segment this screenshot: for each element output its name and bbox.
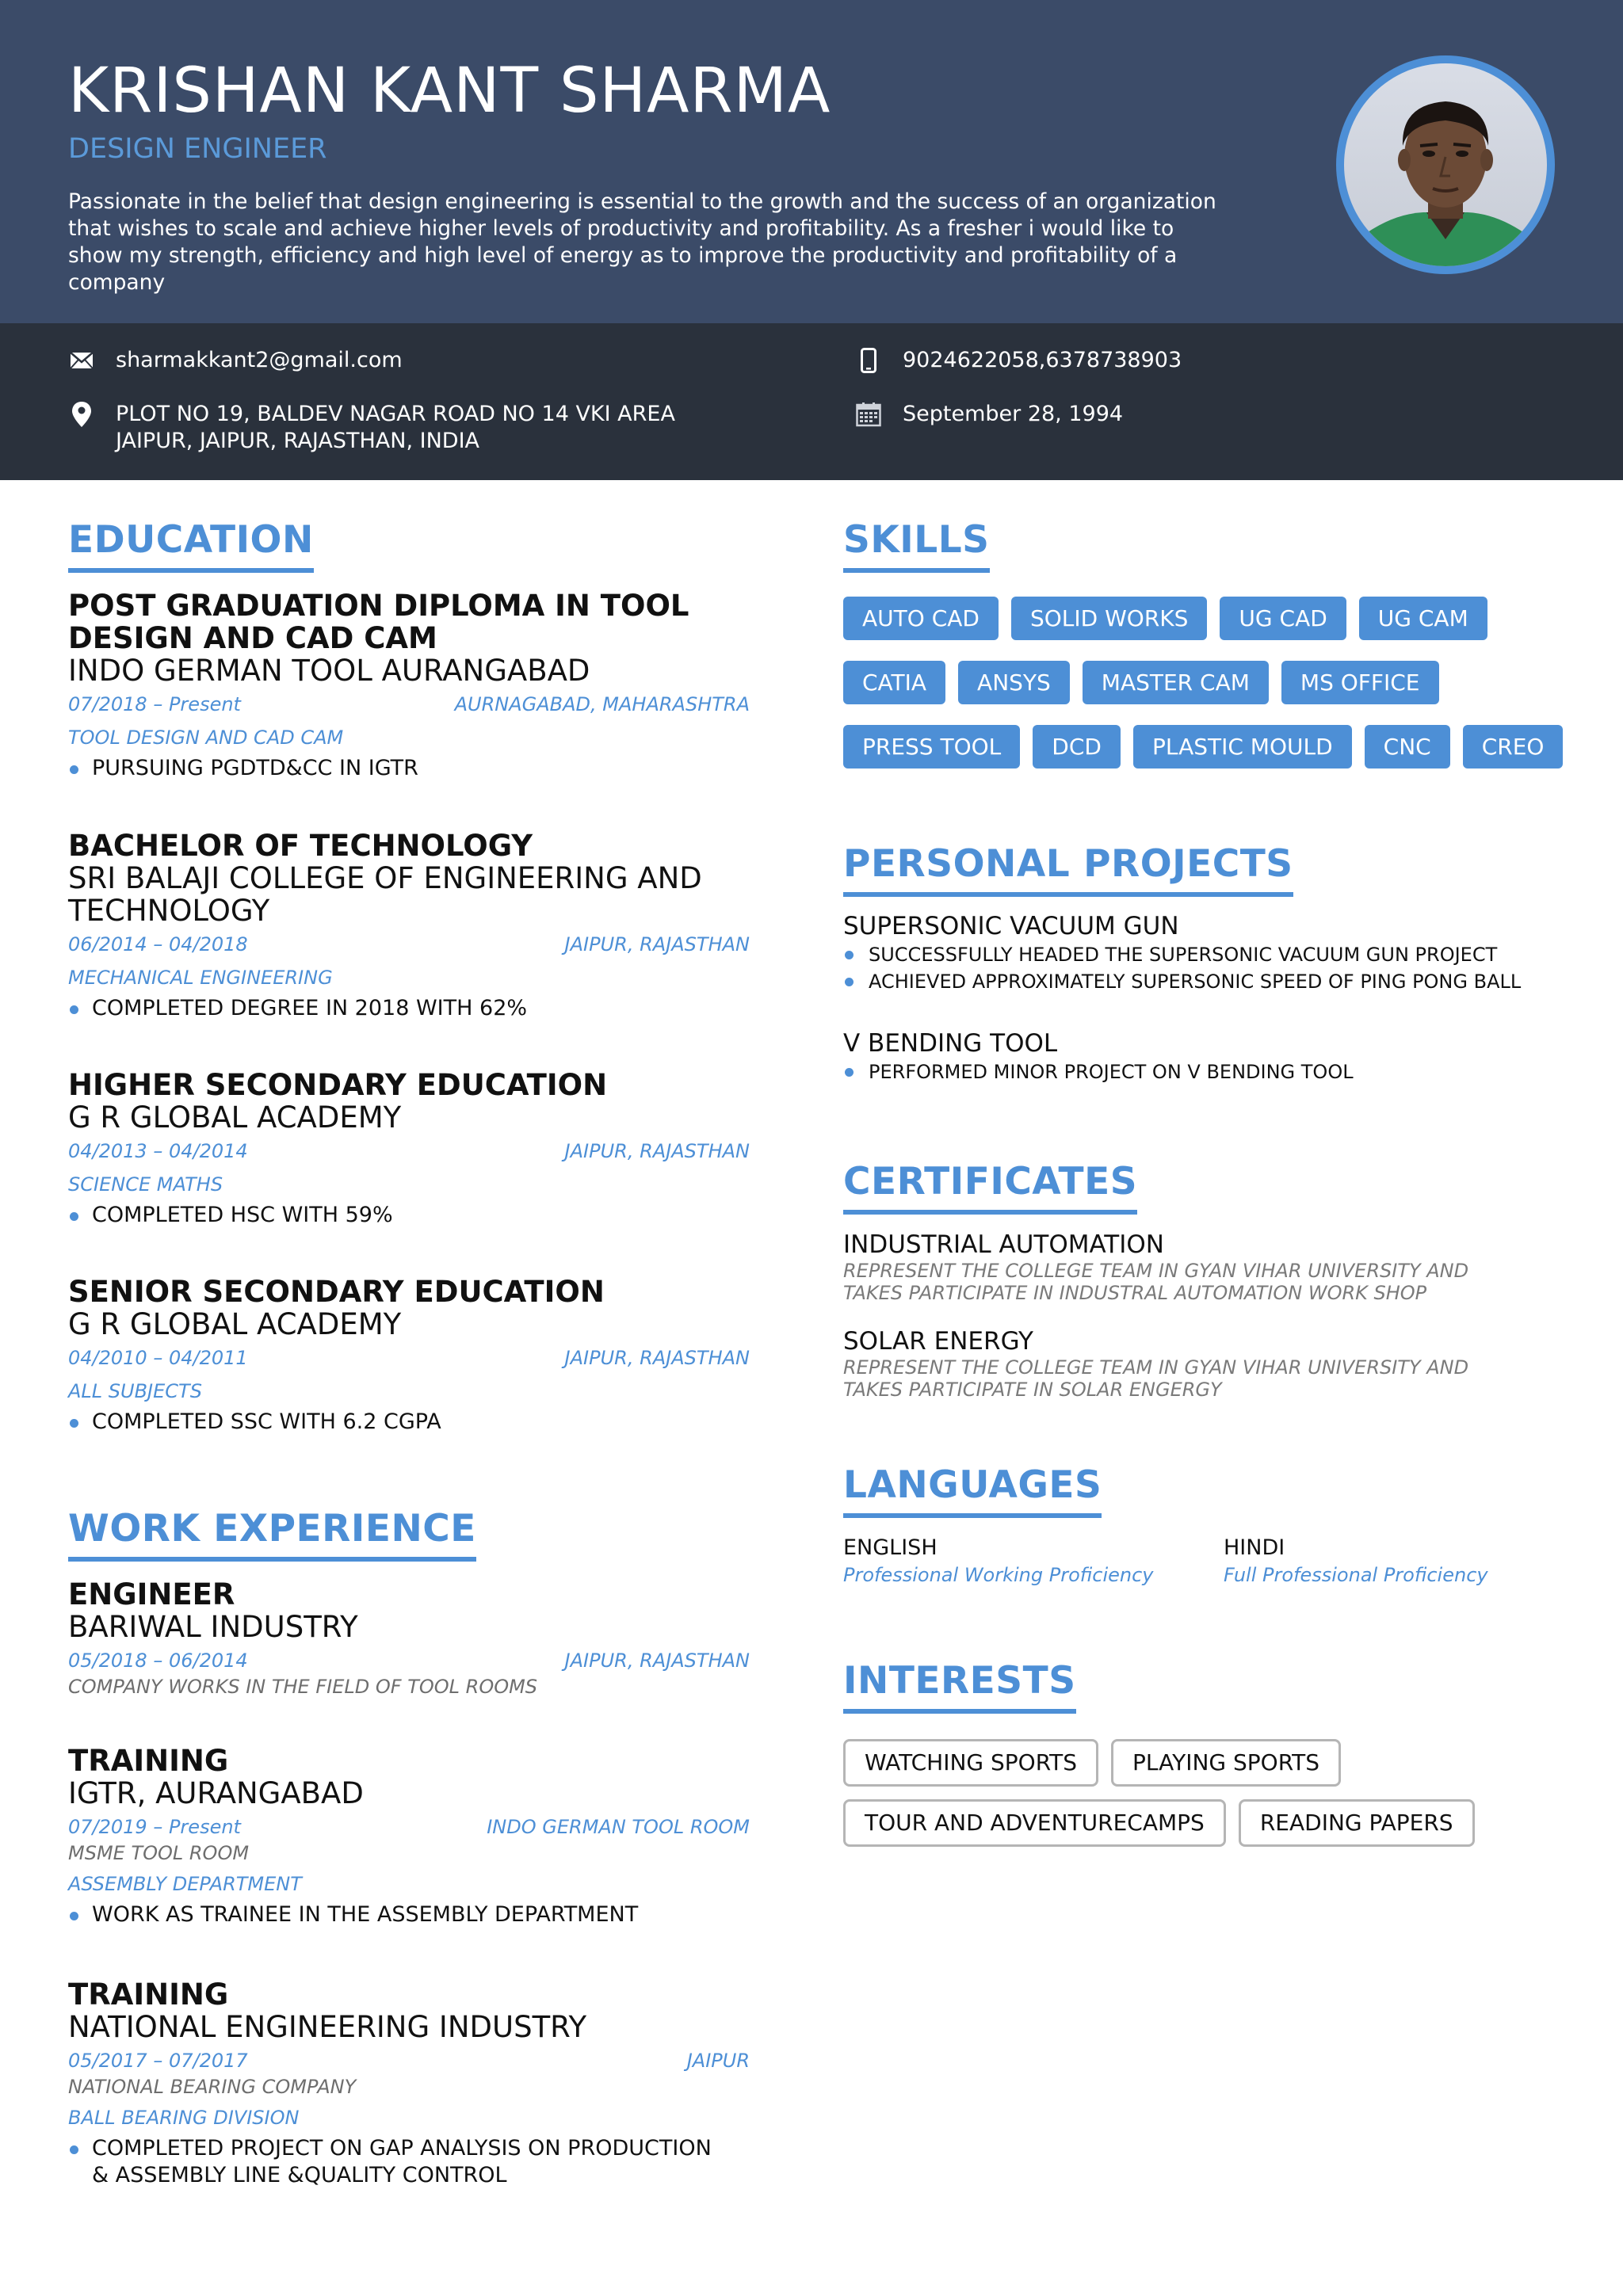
language-level: Full Professional Proficiency bbox=[1224, 1564, 1488, 1586]
envelope-icon bbox=[68, 347, 95, 374]
language-name: HINDI bbox=[1224, 1535, 1285, 1560]
project-bullet: ACHIEVED APPROXIMATELY SUPERSONIC SPEED OF PING PONG BALL bbox=[843, 968, 1556, 995]
job-position: TRAINING bbox=[68, 1978, 229, 2012]
degree-title: HIGHER SECONDARY EDUCATION bbox=[68, 1068, 608, 1102]
company-description: MSME TOOL ROOM bbox=[68, 1842, 250, 1864]
candidate-name: KRISHAN KANT SHARMA bbox=[68, 55, 831, 127]
project-entry bbox=[843, 911, 1556, 995]
certificate-name: INDUSTRIAL AUTOMATION bbox=[843, 1230, 1164, 1259]
education-note: COMPLETED SSC WITH 6.2 CGPA bbox=[68, 1409, 750, 1436]
skill-tag: DCD bbox=[1033, 725, 1121, 769]
education-dates: 07/2018 – Present bbox=[68, 693, 241, 715]
language-level: Professional Working Proficiency bbox=[843, 1564, 1154, 1586]
certificate-description: REPRESENT THE COLLEGE TEAM IN GYAN VIHAR UNIVERSITY AND TAKES PARTICIPATE IN SOLAR ENGERGY bbox=[843, 1356, 1469, 1401]
language-entry bbox=[1224, 1534, 1488, 1588]
project-entry bbox=[843, 1028, 1556, 1085]
company-description: NATIONAL BEARING COMPANY bbox=[68, 2076, 357, 2098]
mobile-phone-icon bbox=[855, 347, 882, 374]
dob-text: September 28, 1994 bbox=[903, 402, 1124, 426]
education-entry bbox=[68, 589, 750, 782]
work-location: JAIPUR, RAJASTHAN bbox=[564, 1650, 750, 1672]
school-name: SRI BALAJI COLLEGE OF ENGINEERING AND TECHNOLOGY bbox=[68, 861, 702, 928]
interest-tag: WATCHING SPORTS bbox=[843, 1739, 1098, 1787]
skill-tag: CREO bbox=[1463, 725, 1564, 769]
work-entry bbox=[68, 1745, 750, 1928]
company-description: COMPANY WORKS IN THE FIELD OF TOOL ROOMS bbox=[68, 1676, 538, 1698]
certificate-entry bbox=[843, 1326, 1556, 1401]
skills-list bbox=[843, 597, 1556, 789]
education-entry bbox=[68, 830, 750, 1022]
skill-tag: PLASTIC MOULD bbox=[1133, 725, 1352, 769]
interests-list bbox=[843, 1739, 1556, 1867]
email-text: sharmakkant2@gmail.com bbox=[116, 348, 403, 372]
work-department: BALL BEARING DIVISION bbox=[68, 2107, 300, 2129]
education-dates: 04/2013 – 04/2014 bbox=[68, 1140, 248, 1162]
work-entry bbox=[68, 1978, 750, 2189]
education-note: PURSUING PGDTD&CC IN IGTR bbox=[68, 755, 750, 782]
education-location: JAIPUR, RAJASTHAN bbox=[564, 933, 750, 955]
resume-header bbox=[0, 0, 1623, 323]
school-name: G R GLOBAL ACADEMY bbox=[68, 1307, 402, 1341]
work-dates: 05/2018 – 06/2014 bbox=[68, 1650, 248, 1672]
education-field: MECHANICAL ENGINEERING bbox=[68, 967, 333, 989]
work-department: ASSEMBLY DEPARTMENT bbox=[68, 1873, 302, 1895]
skill-tag: AUTO CAD bbox=[843, 597, 999, 640]
school-name: INDO GERMAN TOOL AURANGABAD bbox=[68, 654, 590, 688]
profile-summary: Passionate in the belief that design engineering is essential to the growth and the success of an organization that wishes to scale and achieve higher levels of productivity and profitability. As a fresher i would like to show my strength, efficiency and high level of energy as to improve the productivity and profitability of a company bbox=[68, 189, 1216, 295]
education-location: AURNAGABAD, MAHARASHTRA bbox=[454, 693, 750, 715]
interests-heading: INTERESTS bbox=[843, 1659, 1076, 1714]
education-heading: EDUCATION bbox=[68, 518, 314, 573]
skill-tag: SOLID WORKS bbox=[1011, 597, 1207, 640]
skill-tag: PRESS TOOL bbox=[843, 725, 1020, 769]
profile-photo bbox=[1336, 55, 1555, 274]
certificate-entry bbox=[843, 1230, 1556, 1304]
project-name: SUPERSONIC VACUUM GUN bbox=[843, 912, 1179, 940]
company-name: IGTR, AURANGABAD bbox=[68, 1776, 364, 1810]
education-dates: 06/2014 – 04/2018 bbox=[68, 933, 248, 955]
education-field: ALL SUBJECTS bbox=[68, 1380, 202, 1402]
company-name: NATIONAL ENGINEERING INDUSTRY bbox=[68, 2010, 587, 2044]
candidate-role: DESIGN ENGINEER bbox=[68, 133, 327, 165]
skill-tag: UG CAD bbox=[1220, 597, 1346, 640]
interest-tag: PLAYING SPORTS bbox=[1111, 1739, 1341, 1787]
education-note: COMPLETED DEGREE IN 2018 WITH 62% bbox=[68, 995, 750, 1022]
skills-heading: SKILLS bbox=[843, 518, 990, 573]
contact-dob bbox=[855, 401, 1123, 428]
contact-address bbox=[68, 401, 675, 455]
skill-tag: UG CAM bbox=[1359, 597, 1487, 640]
work-dates: 07/2019 – Present bbox=[68, 1816, 241, 1838]
job-position: TRAINING bbox=[68, 1744, 229, 1778]
work-entry bbox=[68, 1578, 750, 1699]
work-note: WORK AS TRAINEE IN THE ASSEMBLY DEPARTMENT bbox=[68, 1901, 750, 1928]
work-location: INDO GERMAN TOOL ROOM bbox=[487, 1816, 750, 1838]
contact-phone[interactable] bbox=[855, 347, 1182, 374]
certificates-heading: CERTIFICATES bbox=[843, 1160, 1137, 1215]
school-name: G R GLOBAL ACADEMY bbox=[68, 1100, 402, 1135]
work-experience-heading: WORK EXPERIENCE bbox=[68, 1507, 476, 1562]
skill-tag: ANSYS bbox=[958, 661, 1070, 704]
address-line-2: JAIPUR, JAIPUR, RAJASTHAN, INDIA bbox=[116, 429, 480, 453]
work-note: COMPLETED PROJECT ON GAP ANALYSIS ON PRODUCTION & ASSEMBLY LINE &QUALITY CONTROL bbox=[68, 2135, 718, 2189]
work-dates: 05/2017 – 07/2017 bbox=[68, 2050, 248, 2072]
phone-text: 9024622058,6378738903 bbox=[903, 348, 1182, 372]
education-entry bbox=[68, 1276, 750, 1436]
skill-tag: CATIA bbox=[843, 661, 945, 704]
degree-title: BACHELOR OF TECHNOLOGY bbox=[68, 829, 533, 863]
education-field: TOOL DESIGN AND CAD CAM bbox=[68, 727, 344, 749]
project-name: V BENDING TOOL bbox=[843, 1029, 1058, 1058]
skill-tag: CNC bbox=[1365, 725, 1450, 769]
certificate-description: REPRESENT THE COLLEGE TEAM IN GYAN VIHAR UNIVERSITY AND TAKES PARTICIPATE IN INDUSTRAL AUTOMATION WORK SHOP bbox=[843, 1260, 1469, 1304]
address-line-1: PLOT NO 19, BALDEV NAGAR ROAD NO 14 VKI AREA bbox=[116, 402, 675, 426]
interest-tag: TOUR AND ADVENTURECAMPS bbox=[843, 1799, 1226, 1847]
calendar-icon bbox=[855, 401, 882, 428]
education-location: JAIPUR, RAJASTHAN bbox=[564, 1140, 750, 1162]
languages-heading: LANGUAGES bbox=[843, 1463, 1102, 1518]
certificate-name: SOLAR ENERGY bbox=[843, 1327, 1033, 1356]
portrait-image bbox=[1344, 63, 1547, 266]
skill-tag: MASTER CAM bbox=[1083, 661, 1269, 704]
personal-projects-heading: PERSONAL PROJECTS bbox=[843, 842, 1293, 897]
degree-title: SENIOR SECONDARY EDUCATION bbox=[68, 1275, 605, 1309]
language-name: ENGLISH bbox=[843, 1535, 938, 1560]
job-position: ENGINEER bbox=[68, 1577, 235, 1611]
contact-bar bbox=[0, 323, 1623, 480]
project-bullet: SUCCESSFULLY HEADED THE SUPERSONIC VACUUM GUN PROJECT bbox=[843, 941, 1556, 968]
education-entry bbox=[68, 1069, 750, 1229]
work-location: JAIPUR bbox=[686, 2050, 750, 2072]
company-name: BARIWAL INDUSTRY bbox=[68, 1610, 358, 1644]
map-pin-icon bbox=[68, 401, 95, 428]
language-entry bbox=[843, 1534, 1154, 1588]
education-dates: 04/2010 – 04/2011 bbox=[68, 1347, 248, 1369]
education-location: JAIPUR, RAJASTHAN bbox=[564, 1347, 750, 1369]
project-bullet: PERFORMED MINOR PROJECT ON V BENDING TOOL bbox=[843, 1058, 1556, 1085]
contact-email[interactable] bbox=[68, 347, 403, 374]
interest-tag: READING PAPERS bbox=[1239, 1799, 1475, 1847]
education-field: SCIENCE MATHS bbox=[68, 1173, 223, 1196]
education-note: COMPLETED HSC WITH 59% bbox=[68, 1202, 750, 1229]
skill-tag: MS OFFICE bbox=[1281, 661, 1439, 704]
degree-title: POST GRADUATION DIPLOMA IN TOOL DESIGN AND CAD CAM bbox=[68, 589, 689, 655]
